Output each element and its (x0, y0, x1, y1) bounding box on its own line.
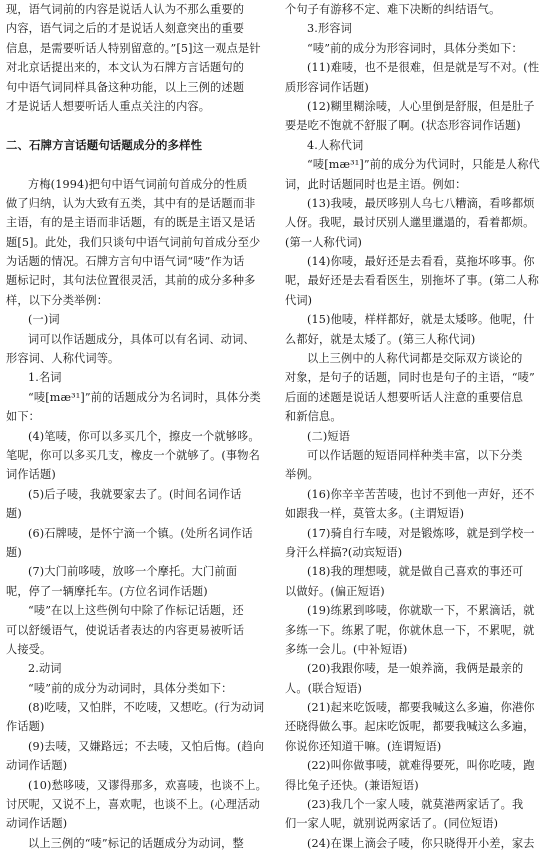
subheading-noun: 1.名词 (28, 371, 62, 385)
example-line: (20)我跟你唛，是一娘养滴，我俩是最亲的 (307, 662, 524, 676)
example-line: (24)在课上滴会子唛，你只晓得开小差，家去 (307, 836, 535, 850)
text-line: “唛”前的成分为动词时，具体分类如下： (28, 681, 233, 695)
text-line: 人接受。 (6, 642, 52, 656)
example-line: 词作话题) (6, 468, 56, 482)
example-line: (9)去唛，又嫌路远；不去唛，又怕后悔。(趋向 (28, 739, 265, 753)
example-line: (13)我唛，最厌哆别人乌七八糟滴，看哆都烦 (307, 196, 535, 210)
example-line: 讨厌呢，又说不上，喜欢呢，也谈不上。(心理活动 (6, 798, 260, 812)
example-line: (8)吃唛，又怕胖，不吃唛，又想吃。(行为动词 (28, 701, 265, 715)
right-column (285, 0, 543, 853)
example-line: (5)后子唛，我就要家去了。(时间名词作话 (28, 487, 242, 501)
text-line: 个句子有游移不定、难下决断的纠结语气。 (285, 3, 501, 16)
text-line: 对象，是句子的话题，同时也是句子的主语，“唛” (285, 371, 535, 385)
example-line: 如跟我一样，莫管太多。(主谓短语) (285, 507, 465, 521)
text-line: 句中语气词同样具备这种功能，以上三例的述题 (6, 80, 245, 94)
example-line: 还晓得做么事。起床吃饭呢，都要我喊这么多遍， (285, 720, 535, 734)
subheading-adjective: 3.形容词 (307, 22, 352, 36)
section-heading: 二、石牌方言话题句话题成分的多样性 (6, 137, 203, 152)
text-line: “唛[mæ³¹]”前的成分为代词时，只能是人称代 (307, 158, 540, 172)
example-line: (14)你唛，最好还是去看看，莫拖坏哆事。你 (307, 255, 535, 269)
example-line: (21)起来吃饭唛，都要我喊这么多遍，你港你 (307, 701, 535, 715)
text-line: 以上三例的“唛”标记的话题成分为动词，整 (28, 836, 244, 850)
text-line: 题[5]。此处，我们只谈句中语气词前句首成分至少 (6, 235, 261, 249)
example-line: 多练一下。练累了呢，你就休息一下，不累呢，就 (285, 623, 535, 637)
text-line: 词可以作话题成分，具体可以有名词、动词、 (28, 332, 255, 346)
example-line: (23)我几个一家人唛，就莫港两家话了。我 (307, 798, 524, 812)
text-line: 以上三例中的人称代词都是交际双方谈论的 (307, 352, 523, 366)
example-line: (12)糊里糊涂唛，人心里倒是舒服，但是肚子 (307, 99, 535, 113)
example-line: 你说你还知道干嘛。(连谓短语) (285, 739, 442, 753)
example-line: (19)练累到哆唛，你就歇一下，不累滴话，就 (307, 604, 535, 618)
text-line: 做了归纳，认为大致有五类，其中有的是话题而非 (6, 196, 256, 210)
text-line: 为话题的情况。石牌方言句中语气词“唛”作为话 (6, 255, 245, 269)
spacer (6, 155, 269, 174)
subheading-phrases: (二)短语 (307, 429, 351, 443)
text-line: 方梅(1994)把句中语气词前句首成分的性质 (28, 177, 248, 191)
text-line: 内容，语气词之后的才是说话人刻意突出的重要 (6, 22, 245, 36)
example-line: (第一人称代词) (285, 235, 363, 249)
example-line: (17)骑自行车唛，对是锻炼哆，就是到学校一 (307, 526, 535, 540)
text-line: 和新信息。 (285, 410, 342, 424)
subheading-words: (一)词 (28, 313, 60, 327)
example-line: 呢，最好还是去看看医生，别拖坏了事。(第二人称 (285, 274, 539, 288)
example-line: (6)石牌唛，是怀宁滴一个镇。(处所名词作话 (28, 526, 253, 540)
example-line: 要是吃不饱就不舒服了啊。(状态形容词作话题) (285, 119, 521, 133)
example-line: 动词作话题) (6, 817, 68, 831)
text-line: 如下： (6, 410, 41, 424)
example-line: 身汗么样搞?(动宾短语) (285, 545, 403, 559)
text-line: “唛[mæ³¹]”前的话题成分为名词时，具体分类 (28, 390, 261, 404)
spacer (6, 116, 269, 135)
example-line: 以做好。(偏正短语) (285, 584, 385, 598)
example-line: (10)愁哆唛，又谬得那多，欢喜唛，也谈不上。 (28, 778, 267, 792)
text-line: 现，语气词前的内容是说话人认为不那么重要的 (6, 3, 245, 16)
example-line: 题) (6, 545, 22, 559)
example-line: (11)难唛，也不是很难，但是就是写不对。(性 (307, 61, 540, 75)
example-line: (16)你辛辛苦苦唛，也讨不到他一声好，还不 (307, 487, 535, 501)
text-line: “唛”前的成分为形容词时，具体分类如下： (307, 41, 523, 55)
example-line: (15)他唛，样样都好，就是太矮哆。他呢，什 (307, 313, 535, 327)
text-line: 后面的述题是说话人想要听话人注意的重要信息 (285, 390, 524, 404)
text-line: 题标记时，其句法位置很灵活，其前的成分多种多 (6, 274, 256, 288)
subheading-pronoun: 4.人称代词 (307, 138, 364, 152)
example-line: 作话题) (6, 720, 45, 734)
text-line: 样，以下分类举例： (6, 293, 109, 307)
example-line: 笔呢，你可以多买几支，橡皮一个就够了。(事物名 (6, 448, 260, 462)
example-line: 人伢。我呢，最讨厌别人邋里邋遢的，看着都烦。 (285, 216, 535, 230)
text-line: 可以作话题的短语同样种类丰富，以下分类 (307, 448, 523, 462)
example-line: 多练一会儿。(中补短语) (285, 642, 408, 656)
example-line: (22)叫你做事唛，就难得要死，叫你吃唛，跑 (307, 759, 535, 773)
left-column (6, 0, 269, 853)
example-line: 得比兔子还快。(兼语短语) (285, 778, 419, 792)
example-line: 质形容词作话题) (285, 80, 369, 94)
example-line: 代词) (285, 293, 313, 307)
text-line: 举例。 (285, 468, 320, 482)
text-line: 信息，是需要听话人特别留意的。”[5]这一观点是针 (6, 41, 261, 55)
example-line: 题) (6, 507, 22, 521)
example-line: 动词作话题) (6, 759, 68, 773)
text-line: 主语，有的是主语而非话题，有的既是主语又是话 (6, 216, 256, 230)
example-line: 呢，停了一辆摩托车。(方位名词作话题) (6, 584, 208, 598)
text-line: “唛”在以上这些例句中除了作标记话题，还 (28, 604, 244, 618)
example-line: (7)大门前哆唛，放哆一个摩托。大门前面 (28, 565, 238, 579)
example-line: (18)我的理想唛，就是做自己喜欢的事还可 (307, 565, 524, 579)
subheading-verb: 2.动词 (28, 662, 62, 676)
example-line: 人。(联合短语) (285, 681, 363, 695)
example-line: 么都好，就是太矮了。(第三人称代词) (285, 332, 476, 346)
text-line: 可以舒缓语气，使说话者表达的内容更易被听话 (6, 623, 245, 637)
text-line: 对北京话提出来的，本文认为石牌方言话题句的 (6, 61, 245, 75)
text-line: 词，此时话题同时也是主语。例如： (285, 177, 467, 191)
example-line: 们一家人呢，就别说两家话了。(同位短语) (285, 817, 499, 831)
text-line: 形容词、人称代词等。 (6, 352, 120, 366)
example-line: (4)笔唛，你可以多买几个，擦皮一个就够哆。 (28, 429, 260, 443)
text-line: 才是说话人想要听话人重点关注的内容。 (6, 99, 211, 113)
